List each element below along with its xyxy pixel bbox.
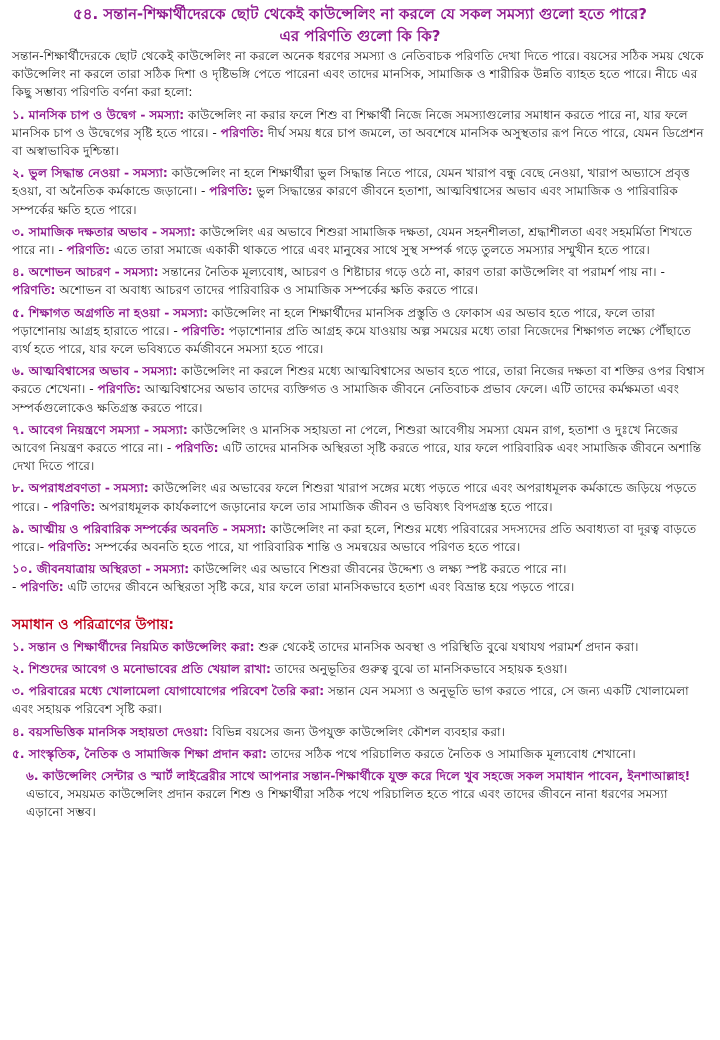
result-text: দীর্ঘ সময় ধরে চাপ জমলে, তা অবশেষে মানসিক অসুস্থতার রূপ নিতে পারে, যেমন ডিপ্রেশন বা অস্বাভাবিক দুশ্চিন্তা।	[12, 125, 704, 159]
problem-text: কাউন্সেলিং ও মানসিক সহায়তা না পেলে, শিশুরা আবেগীয় সমস্যা যেমন রাগ, হতাশা ও দুঃখে নিজের আবেগ নিয়ন্ত্রণ করতে পারে না। -	[12, 422, 678, 456]
problem-heading: ৯. আত্মীয় ও পরিবারিক সম্পর্কের অবনতি -	[12, 521, 228, 536]
problem-label: সমস্যা:	[154, 562, 190, 577]
problem-label: সমস্যা:	[123, 265, 159, 280]
result-text: আত্মবিশ্বাসের অভাব তাদের ব্যক্তিগত ও সামাজিক জীবনে নেতিবাচক প্রভাব ফেলে। এটি তাদের কর্মক্ষমতা এবং সম্পর্কগুলোকেও ক্ষতিগ্রস্ত করতে পারে।	[12, 382, 679, 415]
problem-heading: ২. ভুল সিদ্ধান্ত নেওয়া -	[12, 166, 130, 181]
solution-list	[12, 638, 708, 822]
result-text: সম্পর্কের অবনতি হতে পারে, যা পারিবারিক শান্তি ও সমন্বয়ের অভাবে পরিণত হতে পারে।	[95, 540, 521, 555]
result-label: পরিণতি:	[181, 323, 225, 338]
problem-text: কাউন্সেলিং এর অভাবে শিশুরা জীবনের উদ্দেশ্য ও লক্ষ্য স্পষ্ট করতে পারে না।	[192, 562, 567, 577]
solution-item-2	[12, 660, 708, 678]
problem-heading: ৫. শিক্ষাগত অগ্রগতি না হওয়া -	[12, 305, 170, 320]
problem-item-5	[12, 304, 708, 359]
problem-label: সমস্যা:	[231, 521, 267, 536]
problem-item-6	[12, 362, 708, 417]
problem-text: সন্তানের নৈতিক মূল্যবোধ, আচরণ ও শিষ্টাচার গড়ে ওঠে না, কারণ তারা কাউন্সেলিং বা পরামর্শ পায় না। -	[162, 265, 665, 280]
intro-paragraph: সন্তান-শিক্ষার্থীদেরকে ছোট থেকেই কাউন্সেলিং না করলে অনেক ধরণের সমস্যা ও নেতিবাচক পরিণতি দেখা দিতে পারে। বয়সের সঠিক সময় থেকে কাউন্সেলিং না করলে তারা সঠিক দিশা ও দৃষ্টিভঙ্গি পেতে পারেনা এবং তাদের মানসিক, সামাজিক ও শারীরিক উন্নতি ব্যাহত হতে পারে। নীচে এর কিছু সম্ভাব্য পরিণতি বর্ণনা করা হলো:	[12, 49, 704, 100]
solution-heading: ৫. সাংস্কৃতিক, নৈতিক ও সামাজিক শিক্ষা প্রদান করা:	[12, 746, 267, 761]
result-label: পরিণতি:	[51, 499, 96, 514]
problem-heading: ৮. অপরাধপ্রবণতা -	[12, 481, 110, 496]
solution-text: শুরু থেকেই তাদের মানসিক অবস্থা ও পরিস্থিতি বুঝে যথাযথ পরামর্শ প্রদান করা।	[258, 639, 639, 654]
problem-heading: ৬. আত্মবিশ্বাসের অভাব -	[12, 364, 139, 379]
result-text: অশোভন বা অবাধ্য আচরণ তাদের পারিবারিক ও সামাজিক সম্পর্কের ক্ষতি করতে পারে।	[59, 283, 479, 298]
problem-label: সমস্যা:	[142, 364, 178, 379]
problem-heading: ১. মানসিক চাপ ও উদ্বেগ -	[12, 107, 146, 122]
solutions-title: সমাধান ও পরিত্রাণের উপায়:	[12, 616, 174, 633]
result-label: পরিণতি:	[97, 382, 141, 397]
problem-text: কাউন্সেলিং এর অভাবে শিশুরা সামাজিক দক্ষতা, যেমন সহনশীলতা, শ্রদ্ধাশীলতা এবং সহমর্মিতা শিখতে পারে না। -	[12, 224, 692, 258]
solution-heading: ১. সন্তান ও শিক্ষার্থীদের নিয়মিত কাউন্সেলিং করা:	[12, 639, 255, 654]
result-text: অপরাধমূলক কার্যকলাপে জড়ানোর ফলে তার সামাজিক জীবন ও ভবিষ্যৎ বিপদগ্রস্ত হতে পারে।	[99, 499, 553, 514]
result-label: পরিণতি:	[175, 441, 219, 456]
result-label: পরিণতি:	[12, 283, 56, 298]
result-text: এটি তাদের জীবনে অস্থিরতা সৃষ্টি করে, যার ফলে তারা মানসিকভাবে হতাশ এবং বিভ্রান্ত হয়ে পড়তে পারে।	[67, 580, 575, 595]
problem-text: কাউন্সেলিং না হলে শিক্ষার্থীরা ভুল সিদ্ধান্ত নিতে পারে, যেমন খারাপ বন্ধু বেছে নেওয়া, খারাপ অভ্যাসে প্রবৃত্ত হওয়া, বা অনৈতিক কর্মকান্ডে জড়ানো। -	[12, 166, 690, 199]
result-text: পড়াশোনার প্রতি আগ্রহ কমে যাওয়ায় অল্প সময়ের মধ্যে তারা নিজেদের শিক্ষাগত লক্ষ্যে পৌঁছাতে ব্যর্থ হতে পারে, যার ফলে ভবিষ্যতে কর্মজীবনে সমস্যা হতে পারে।	[12, 323, 691, 357]
solution-item-6	[12, 767, 708, 822]
problem-label: সমস্যা:	[132, 166, 168, 181]
problem-text: কাউন্সেলিং না হলে শিক্ষার্থীদের মানসিক প্রস্তুতি ও ফোকাস এর অভাব হতে পারে, ফলে তারা পড়াশোনায় আগ্রহ হারাতে পারে। -	[12, 305, 655, 338]
problem-list	[12, 106, 708, 597]
problem-label: সমস্যা:	[160, 224, 196, 239]
solution-heading: ২. শিশুদের আবেগ ও মনোভাবের প্রতি খেয়াল রাখা:	[12, 661, 271, 676]
problem-item-2	[12, 164, 708, 219]
result-text: ভুল সিদ্ধান্তের কারণে জীবনে হতাশা, আত্মবিশ্বাসের অভাব এবং সামাজিক ও পারিবারিক সম্পর্কের ক্ষতি হতে পারে।	[12, 184, 678, 217]
result-prefix: -	[12, 580, 17, 595]
problem-item-4	[12, 263, 708, 299]
solution-text: এভাবে, সময়মত কাউন্সেলিং প্রদান করলে শিশু ও শিক্ষার্থীরা সঠিক পথে পরিচালিত হতে পারে এবং তাদের জীবনে নানা ধরণের সমস্যা এড়ানো সম্ভব।	[26, 787, 668, 820]
solution-item-3	[12, 682, 708, 718]
solution-text: তাদের সঠিক পথে পরিচালিত করতে নৈতিক ও সামাজিক মূল্যবোধ শেখানো।	[270, 746, 636, 761]
solution-heading: ৬. কাউন্সেলিং সেন্টার ও স্মার্ট লাইব্রেরীর সাথে আপনার সন্তান-শিক্ষার্থীকে যুক্ত করে দিলে খুব সহজে সকল সমাধান পাবেন, ইনশাআল্লাহ!	[26, 768, 691, 783]
solution-item-5	[12, 745, 708, 763]
result-label: পরিণতি:	[48, 540, 92, 555]
problem-text: কাউন্সেলিং না করার ফলে শিশু বা শিক্ষার্থী নিজে নিজে সমস্যাগুলোর সমাধান করতে পারে না, যার ফলে মানসিক চাপ ও উদ্বেগের সৃষ্টি হতে পারে। -	[12, 107, 688, 140]
problem-heading: ১০. জীবনযাত্রায় অস্থিরতা -	[12, 562, 151, 577]
solution-heading: ৪. বয়সভিত্তিক মানসিক সহায়তা দেওয়া:	[12, 724, 209, 739]
problem-heading: ৭. আবেগ নিয়ন্ত্রণে সমস্যা -	[12, 422, 150, 437]
result-label: পরিণতি:	[209, 184, 253, 199]
solution-text: বিভিন্ন বয়সের জন্য উপযুক্ত কাউন্সেলিং কৌশল ব্যবহার করা।	[212, 724, 505, 739]
solution-item-4	[12, 723, 708, 741]
problem-text: কাউন্সেলিং না করলে শিশুর মধ্যে আত্মবিশ্বাসের অভাব হতে পারে, তারা নিজের দক্ষতা বা শক্তির ওপর বিশ্বাস করতে শেখেনা। -	[12, 364, 705, 397]
result-label: পরিণতি:	[20, 580, 64, 595]
problem-item-1	[12, 106, 708, 161]
result-label: পরিণতি:	[66, 243, 110, 258]
solution-text: সন্তান যেন সমস্যা ও অনুভূতি ভাগ করতে পারে, সে জন্য একটি খোলামেলা এবং সহায়ক পরিবেশ সৃষ্টি করা।	[12, 684, 689, 717]
problem-heading: ৩. সামাজিক দক্ষতার অভাব -	[12, 224, 158, 239]
result-text: এতে তারা সমাজে একাকী থাকতে পারে এবং মানুষের সাথে সুস্থ সম্পর্ক গড়ে তুলতে সমস্যার সম্মুখীন হতে পারে।	[113, 243, 650, 258]
problem-label: সমস্যা:	[152, 422, 188, 437]
problem-label: সমস্যা:	[113, 481, 149, 496]
result-text: এটি তাদের মানসিক অস্থিরতা সৃষ্টি করতে পারে, যার ফলে পারিবারিক এবং সামাজিক জীবনে অশান্তি দেখা দিতে পারে।	[12, 441, 702, 474]
solution-heading: ৩. পরিবারের মধ্যে খোলামেলা যোগাযোগের পরিবেশ তৈরি করা:	[12, 684, 325, 699]
problem-item-3	[12, 223, 708, 259]
problem-label: সমস্যা:	[149, 107, 185, 122]
title-line-2: এর পরিণতি গুলো কি কি?	[279, 27, 441, 45]
problem-text: কাউন্সেলিং না করা হলে, শিশুর মধ্যে পরিবারের সদস্যদের প্রতি অবাধ্যতা বা দূরত্ব বাড়তে পারে।-	[12, 521, 697, 555]
problem-label: সমস্যা:	[173, 305, 208, 320]
problem-item-7	[12, 421, 708, 476]
problem-heading: ৪. অশোভন আচরণ -	[12, 265, 120, 280]
solution-item-1	[12, 638, 708, 656]
title-line-1: ৫৪. সন্তান-শিক্ষার্থীদেরকে ছোট থেকেই কাউন্সেলিং না করলে যে সকল সমস্যা গুলো হতে পারে?	[73, 5, 647, 23]
result-label: পরিণতি:	[220, 125, 265, 140]
solution-text: তাদের অনুভূতির গুরুত্ব বুঝে তা মানসিকভাবে সহায়ক হওয়া।	[274, 661, 568, 676]
problem-item-9	[12, 520, 708, 556]
problem-text: কাউন্সেলিং এর অভাবের ফলে শিশুরা খারাপ সঙ্গের মধ্যে পড়তে পারে এবং অপরাধমূলক কর্মকান্ডে জড়িয়ে পড়তে পারে। -	[12, 481, 697, 514]
problem-item-10	[12, 560, 708, 596]
problem-item-8	[12, 479, 708, 515]
